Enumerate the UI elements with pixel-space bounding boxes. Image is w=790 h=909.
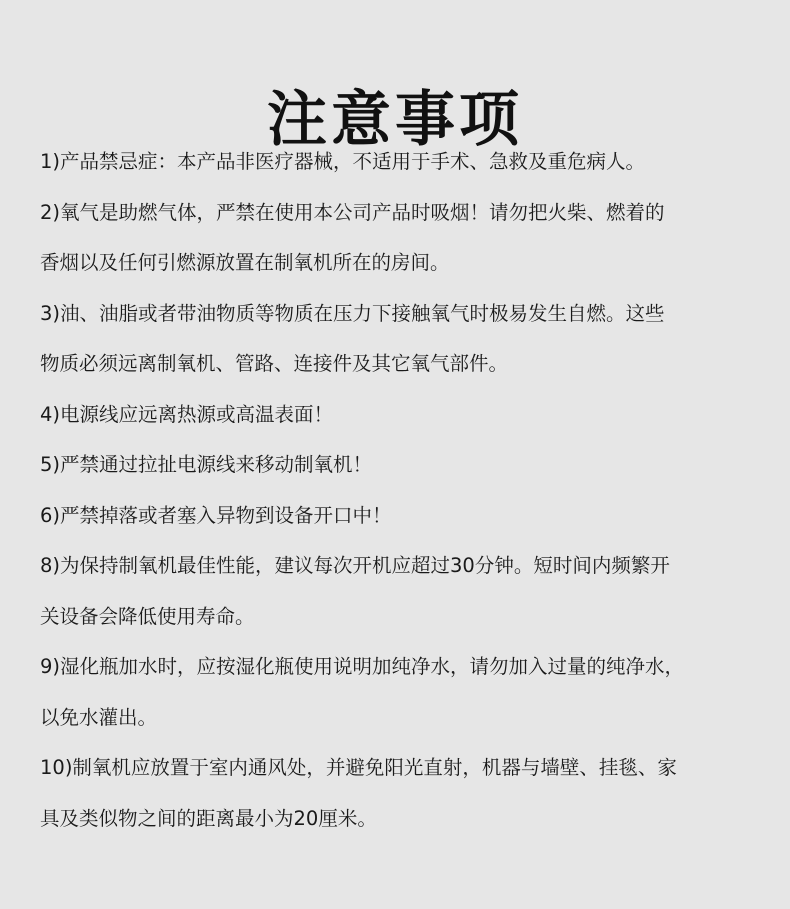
note-text-line: 5)严禁通过拉扯电源线来移动制氧机！ (40, 453, 373, 476)
note-text-line: 关设备会降低使用寿命。 (40, 604, 255, 628)
note-item (40, 491, 755, 542)
note-text-line: 1)产品禁忌症：本产品非医疗器械，不适用于手术、急救及重危病人。 (40, 150, 646, 173)
note-text-line: 2)氧气是助燃气体，严禁在使用本公司产品时吸烟！请勿把火柴、燃着的 (40, 200, 665, 224)
note-text-line: 香烟以及任何引燃源放置在制氧机所在的房间。 (40, 251, 450, 274)
note-item (40, 541, 755, 642)
note-item (40, 390, 755, 441)
note-item (40, 440, 755, 491)
note-item (40, 137, 755, 188)
note-text-line: 3)油、油脂或者带油物质等物质在压力下接触氧气时极易发生自燃。这些 (40, 301, 665, 325)
note-text-line: 以免水灌出。 (40, 705, 158, 729)
note-text-line: 8)为保持制氧机最佳性能，建议每次开机应超过30分钟。短时间内频繁开 (40, 554, 670, 577)
note-text-line: 具及类似物之间的距离最小为20厘米。 (40, 806, 377, 830)
note-text-line: 物质必须远离制氧机、管路、连接件及其它氧气部件。 (40, 352, 509, 375)
notes-list (40, 137, 755, 844)
page-title: 注意事项 (267, 85, 523, 156)
note-text-line: 4)电源线应远离热源或高温表面！ (40, 402, 334, 426)
note-text-line: 9)湿化瓶加水时，应按湿化瓶使用说明加纯净水，请勿加入过量的纯净水， (40, 655, 685, 678)
note-item (40, 188, 755, 289)
note-item (40, 642, 755, 743)
note-item (40, 743, 755, 844)
note-text-line: 6)严禁掉落或者塞入异物到设备开口中！ (40, 503, 392, 527)
note-item (40, 289, 755, 390)
note-text-line: 10)制氧机应放置于室内通风处，并避免阳光直射，机器与墙壁、挂毯、家 (40, 756, 677, 779)
